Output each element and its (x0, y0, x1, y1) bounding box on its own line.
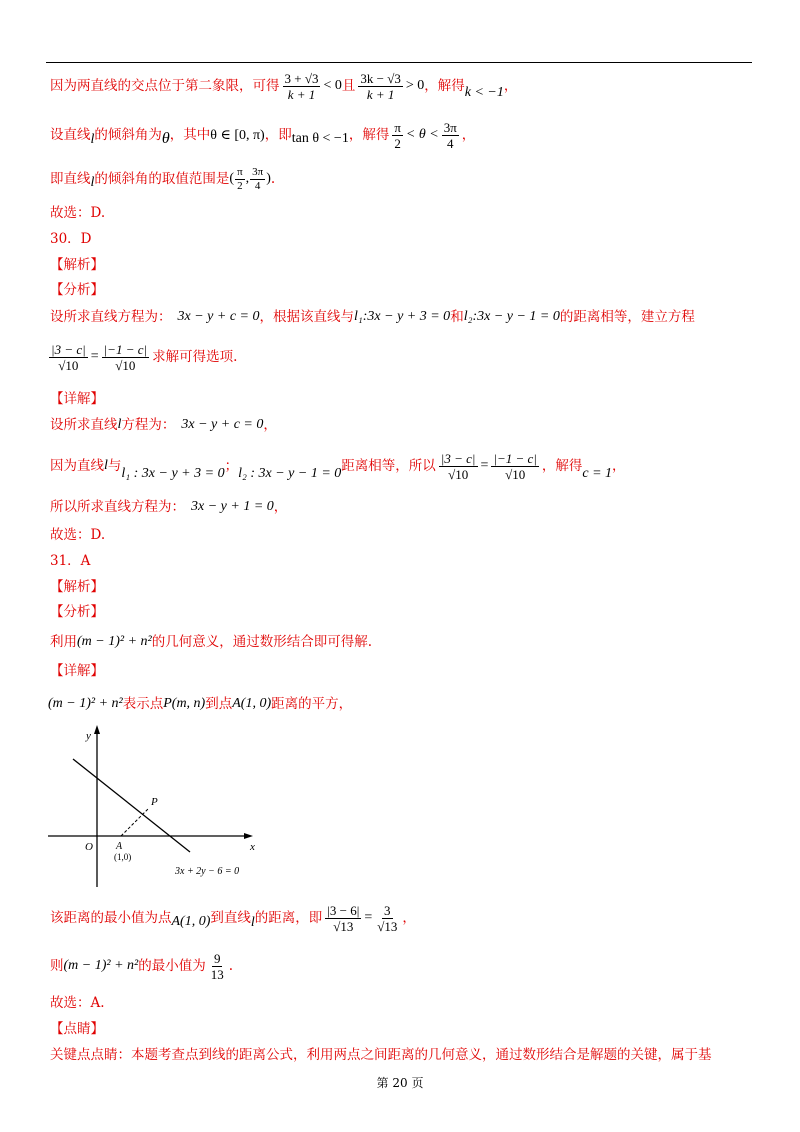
q31-detail-line-3: 则 (m − 1)² + n² 的最小值为 $\frac{9}{13}$ . (50, 950, 234, 982)
fraction: $\frac{\pi}{2}$ (394, 119, 401, 151)
q31-fenxi-line: 利用 (m − 1)² + n² 的几何意义，通过数形结合即可得解. (50, 634, 373, 650)
fraction: $\frac{3\pi}{4}$ (252, 165, 264, 192)
fraction: $\frac{|3 - 6|}{√13}$ (327, 902, 360, 934)
fraction: $\frac{9}{13}$ (210, 950, 224, 982)
fraction: $\frac{|3 - c|}{√10}$ (51, 341, 86, 373)
tag-detail: 【详解】 (50, 391, 104, 407)
tag-detail: 【详解】 (50, 663, 104, 679)
fraction: $\frac{3 + √3}{k + 1}$ (284, 70, 319, 102)
y-label: y (86, 730, 91, 742)
fraction: $\frac{3}{√13}$ (377, 902, 398, 934)
q30-answer: 故选：D. (50, 527, 106, 543)
q29-line-1: 因为两直线的交点位于第二象限，可得 $\frac{3 + √3}{k + 1}$ < 0 且 $\frac{3k - √3}{k + 1}$ > 0 ，解得 k < −1 ， (50, 70, 518, 102)
q31-detail-line-2: 该距离的最小值为点 A(1, 0) 到直线 l 的距离，即 $\frac{|3 - 6|}{√13}$ = $\frac{3}{√13}$ ， (50, 902, 416, 934)
point-a-coord: (1,0) (114, 852, 132, 862)
origin-label: O (85, 841, 93, 853)
tag-analysis: 【解析】 (50, 579, 104, 595)
q30-detail-line-3: 所以所求直线方程为： 3x − y + 1 = 0 ， (50, 499, 288, 515)
line-equation-label: 3x + 2y − 6 = 0 (175, 866, 240, 877)
q30-fenxi-line-1: 设所求直线方程为： 3x − y + c = 0 ，根据该直线与 l₁:3x − y + 3 = 0 和 l₂:3x − y − 1 = 0 的距离相等，建立方程 (50, 309, 695, 325)
q29-line-3: 即直线 l 的倾斜角的取值范围是 ( $\frac{\pi}{2}$ , $\frac{3\pi}{4}$ ) . (50, 165, 276, 192)
fraction: $\frac{|-1 - c|}{√10}$ (493, 450, 537, 482)
q30-fenxi-line-2: $\frac{|3 - c|}{√10}$ = $\frac{|-1 - c|}{√10}$ 求解可得选项. (51, 341, 238, 373)
page-number: 第 20 页 (376, 1076, 424, 1090)
fraction: $\frac{|3 - c|}{√10}$ (440, 450, 476, 482)
fraction: $\frac{3\pi}{4}$ (443, 119, 457, 151)
coordinate-figure (40, 722, 280, 892)
tag-fenxi: 【分析】 (50, 604, 104, 620)
line-l (73, 759, 190, 852)
fraction: $\frac{3k - √3}{k + 1}$ (360, 70, 401, 102)
q30-heading: 30．D (50, 231, 92, 247)
q31-heading: 31．A (50, 553, 91, 569)
tag-comment: 【点睛】 (50, 1021, 104, 1037)
x-axis-arrow-icon (244, 833, 253, 839)
tag-analysis: 【解析】 (50, 257, 104, 273)
q29-line-2: 设直线 l 的倾斜角为 θ ，其中 θ ∈ [0, π) ，即 tan θ < −1 ，解得 $\frac{\pi}{2}$ < θ < $\frac{3\pi}{4}$ ， (50, 119, 476, 151)
q31-detail-line-1: (m − 1)² + n² 表示点 P(m, n) 到点 A(1, 0) 距离的平方， (48, 696, 353, 712)
perpendicular-segment (121, 809, 148, 836)
tag-fenxi: 【分析】 (50, 282, 104, 298)
point-p-label: P (151, 796, 158, 808)
q30-detail-line-1: 设所求直线 l 方程为： 3x − y + c = 0 ， (50, 417, 277, 433)
fraction: $\frac{|-1 - c|}{√10}$ (103, 341, 148, 373)
y-axis-arrow-icon (94, 725, 100, 734)
point-a-label: A (116, 841, 123, 852)
x-label: x (250, 841, 255, 853)
comment-text: 关键点点睛：本题考查点到线的距离公式，利用两点之间距离的几何意义，通过数形结合是解题的关键，属于基 (50, 1047, 712, 1063)
q29-answer: 故选：D. (50, 205, 106, 221)
header-rule (46, 62, 752, 63)
q30-detail-line-2: 因为直线 l 与 l₁ : 3x − y + 3 = 0 ； l₂ : 3x − y − 1 = 0 距离相等，所以 $\frac{|3 - c|}{√10}$ = $\frac{|-1 - c|}{√10}$ ，解得 c = 1 ， (50, 450, 626, 482)
fraction: $\frac{\pi}{2}$ (237, 165, 243, 192)
q31-answer: 故选：A. (50, 995, 105, 1011)
